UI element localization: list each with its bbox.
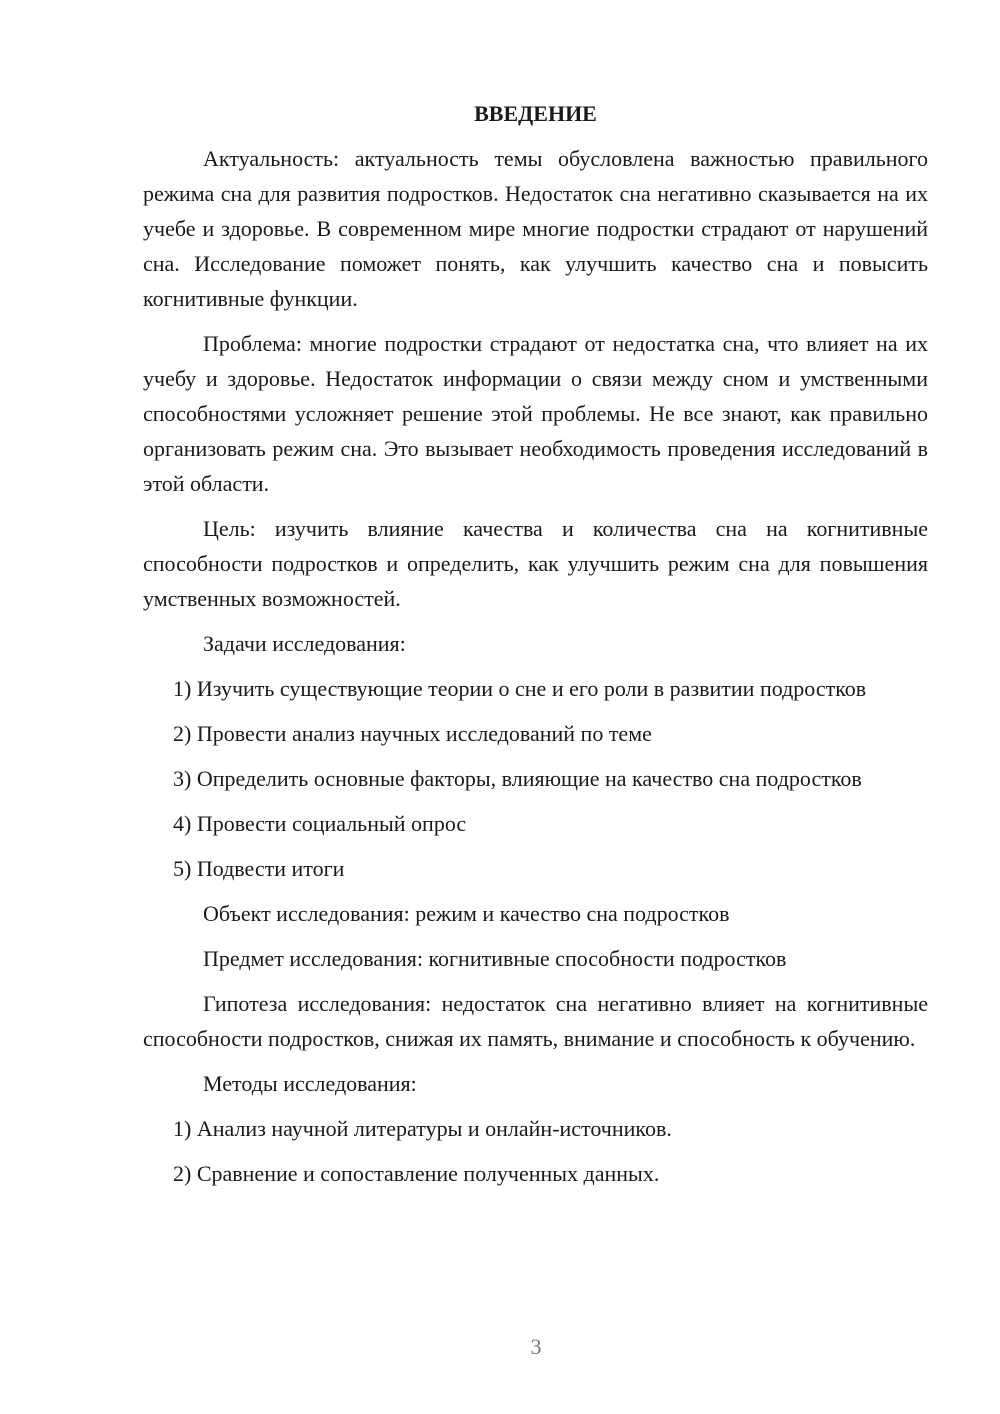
problem-paragraph: Проблема: многие подростки страдают от недостатка сна, что влияет на их учебу и здоровье. Недостаток информации о связи между сном и умственными способностями усложняет решение этой проблемы. Не все знают, как правильно организовать режим сна. Это вызывает необходимость проведения исследований в этой области.: [143, 331, 928, 496]
task-item: 3) Определить основные факторы, влияющие на качество сна подростков: [173, 766, 862, 791]
research-object: Объект исследования: режим и качество сна подростков: [203, 901, 730, 926]
task-item: 5) Подвести итоги: [173, 856, 345, 881]
research-subject: Предмет исследования: когнитивные способности подростков: [203, 946, 787, 971]
tasks-heading: Задачи исследования:: [203, 631, 406, 656]
task-item: 4) Провести социальный опрос: [173, 811, 467, 836]
method-item: 2) Сравнение и сопоставление полученных данных.: [173, 1161, 660, 1186]
hypothesis-paragraph: Гипотеза исследования: недостаток сна негативно влияет на когнитивные способности подростков, снижая их память, внимание и способность к обучению.: [143, 991, 928, 1051]
methods-heading: Методы исследования:: [203, 1071, 417, 1096]
task-item: 1) Изучить существующие теории о сне и его роли в развитии подростков: [173, 676, 867, 701]
section-title: ВВЕДЕНИЕ: [474, 101, 597, 126]
page-number: 3: [530, 1334, 542, 1359]
relevance-paragraph: Актуальность: актуальность темы обусловлена важностью правильного режима сна для развития подростков. Недостаток сна негативно сказывается на их учебе и здоровье. В современном мире многие подростки страдают от нарушений сна. Исследование поможет понять, как улучшить качество сна и повысить когнитивные функции.: [143, 146, 928, 311]
goal-paragraph: Цель: изучить влияние качества и количества сна на когнитивные способности подростков и определить, как улучшить режим сна для повышения умственных возможностей.: [143, 516, 928, 611]
task-item: 2) Провести анализ научных исследований по теме: [173, 721, 652, 746]
method-item: 1) Анализ научной литературы и онлайн-источников.: [173, 1116, 672, 1141]
page-content: [143, 96, 928, 1201]
